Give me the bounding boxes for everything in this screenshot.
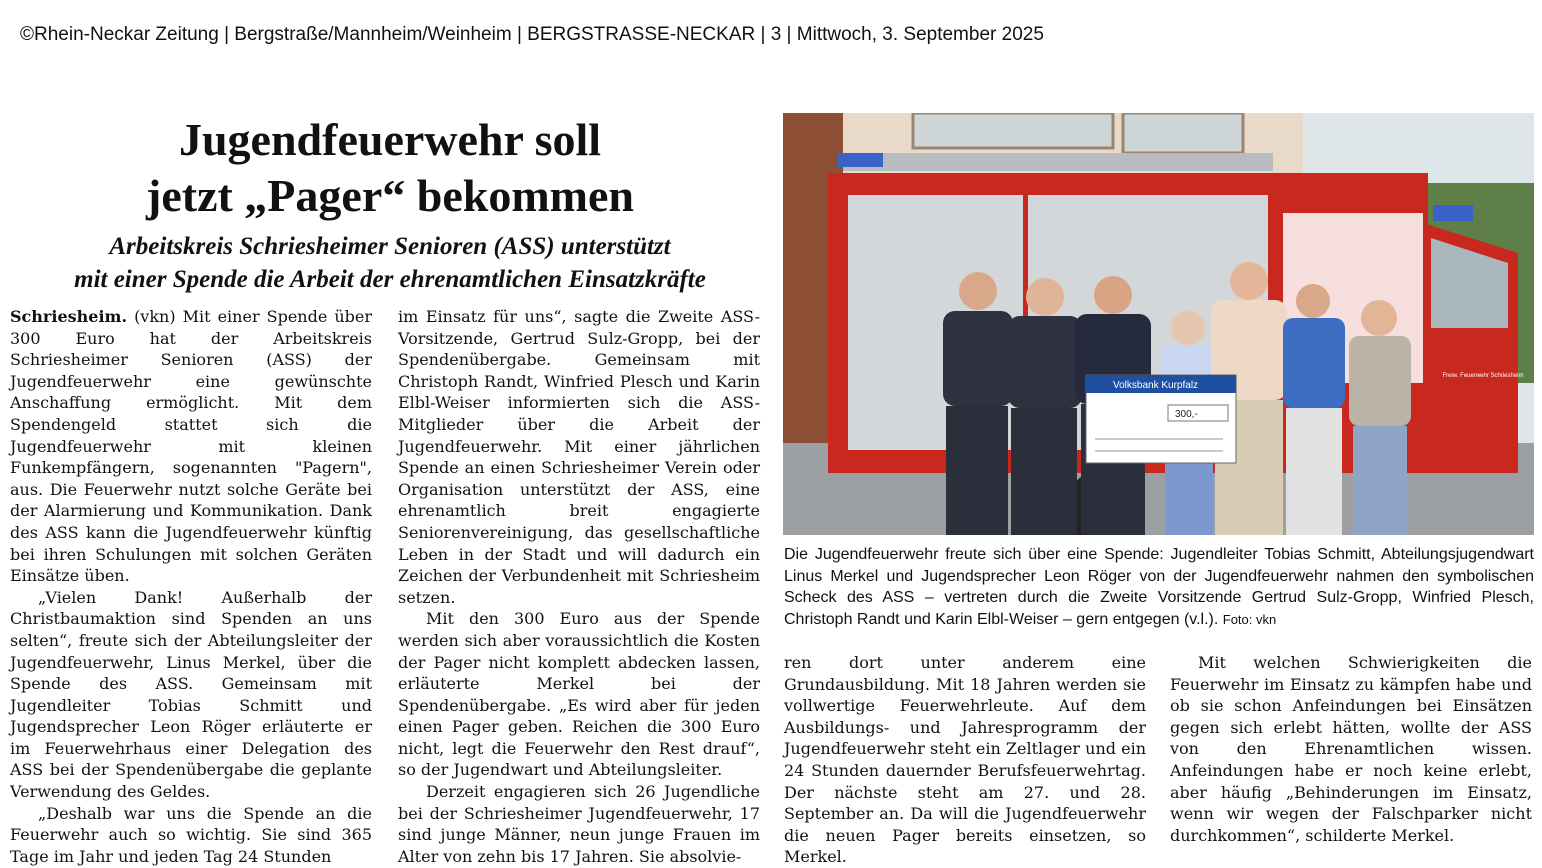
subheadline (20, 230, 760, 296)
paragraph: Mit welchen Schwierigkeiten die Feuerwehr im Einsatz zu kämpfen habe und ob sie schon Anfeindungen bei Einsätzen gegen sich erlebt hätten, wollte der ASS von den Ehrenamtlichen wissen. Anfeindungen habe er noch keine erlebt, aber häufig „Behinderungen im Einsatz, wenn wir wegen der Falschparker nicht durchkommen“, schilderte Merkel. (1170, 653, 1532, 845)
paragraph: im Einsatz für uns“, sagte die Zweite ASS-Vorsitzende, Gertrud Sulz-Gropp, bei der Spendenübergabe. Gemeinsam mit Christoph Randt, Winfried Plesch und Karin Elbl-Weiser informierten sich die ASS-Mitglieder über die Arbeit der Jugendfeuerwehr. Mit einer jährlichen Spende an einen Schriesheimer Verein oder Organisation unterstützt der ASS, eine ehrenamtlich breit engagierte Seniorenvereinigung, das gesellschaftliche Leben in der Stadt und will dadurch ein Zeichen der Verbundenheit mit Schriesheim setzen. (398, 307, 760, 607)
subheadline-line-1: Arbeitskreis Schriesheimer Senioren (ASS) unterstützt (109, 233, 671, 260)
paragraph: Derzeit engagieren sich 26 Jugendliche bei der Schriesheimer Jugendfeuerwehr, 17 sind junge Männer, neun junge Frauen im Alter von zehn bis 17 Jahren. Sie absolvie- (398, 782, 760, 866)
article-column-3 (784, 652, 1146, 868)
source-line: ©Rhein-Neckar Zeitung | Bergstraße/Mannheim/Weinheim | BERGSTRASSE-NECKAR | 3 | Mittwoch, 3. September 2025 (20, 24, 1044, 45)
building-window (913, 113, 1113, 148)
cheque-amount: 300,- (1175, 409, 1198, 420)
caption-text: Die Jugendfeuerwehr freute sich über eine Spende: Jugendleiter Tobias Schmitt, Abteilungsjugendwart Linus Merkel und Jugendsprecher Leon Röger von der Jugendfeuerwehr nahmen den symbolischen Scheck des ASS – vertreten durch die Zweite Vorsitzende Gertrud Sulz-Gropp, Winfried Plesch, Christoph Randt und Karin Elbl-Weiser – gern entgegen (v.l.). (784, 546, 1534, 628)
headline-line-2: jetzt „Pager“ bekommen (146, 170, 634, 221)
paragraph: Mit den 300 Euro aus der Spende werden sich aber voraussichtlich die Kosten der Pager nicht komplett abdecken lassen, erläuterte Merkel bei der Spendenübergabe. „Es wird aber für jeden einen Pager geben. Reichen die 300 Euro nicht, legt die Feuerwehr den Rest drauf“, so der Jugendwart und Abteilungsleiter. (398, 609, 760, 780)
cheque-bank-name: Volksbank Kurpfalz (1113, 380, 1199, 391)
paragraph-text: (vkn) Mit einer Spende über 300 Euro hat der Arbeitskreis Schriesheimer Senioren (ASS) der Jugendfeuerwehr eine gewünschte Anschaffung ermöglicht. Mit dem Spendengeld stattet sich die Jugendfeuerwehr mit kleinen Funkempfängern, sogenannten "Pagern", aus. Die Feuerwehr nutzt solche Geräte bei der Alarmierung und Kommunikation. Dank des ASS kann die Jugendfeuerwehr künftig bei ihren Schulungen mit solchen Geräten Einsätze üben. (10, 307, 373, 586)
person-1 (943, 272, 1013, 535)
dateline: Schriesheim. (10, 307, 128, 326)
article-column-1 (10, 306, 372, 867)
article-column-4 (1170, 652, 1532, 846)
headline (40, 112, 740, 224)
article-photo (783, 113, 1534, 535)
donation-cheque (1086, 375, 1236, 463)
blue-light-icon (1433, 205, 1473, 221)
paragraph: „Deshalb war uns die Spende an die Feuerwehr auch so wichtig. Sie sind 365 Tage im Jahr und jeden Tag 24 Stunden (10, 803, 372, 866)
article-column-2 (398, 306, 760, 867)
subheadline-line-2: mit einer Spende die Arbeit der ehrenamtlichen Einsatzkräfte (74, 266, 706, 293)
building-window (1123, 113, 1243, 153)
truck-label: Freiw. Feuerwehr Schriesheim (1442, 373, 1524, 379)
paragraph: „Vielen Dank! Außerhalb der Christbaumaktion sind Spenden an uns selten“, freute sich der Abteilungsleiter der Jugendfeuerwehr, Linus Merkel, über die Spende des ASS. Gemeinsam mit Jugendleiter Tobias Schmitt und Jugendsprecher Leon Röger erläuterte er im Feuerwehrhaus einer Delegation des ASS bei der Spendenübergabe die geplante Verwendung des Geldes. (10, 587, 372, 802)
photo-caption (784, 544, 1534, 630)
photo-credit: Foto: vkn (1222, 611, 1277, 627)
paragraph (10, 306, 372, 587)
roof-ladder (843, 153, 1273, 171)
headline-line-1: Jugendfeuerwehr soll (178, 114, 602, 165)
photo-illustration (783, 113, 1534, 535)
blue-light-icon (838, 153, 883, 167)
person-6 (1283, 284, 1345, 535)
person-2 (1008, 278, 1082, 535)
paragraph: ren dort unter anderem eine Grundausbildung. Mit 18 Jahren werden sie vollwertige Feuerwehrleute. Auf dem Ausbildungs- und Jahresprogramm der Jugendfeuerwehr steht ein Zeltlager und ein 24 Stunden dauernder Berufsfeuerwehrtag. Der nächste steht am 27. und 28. September an. Da will die Jugendfeuerwehr die neuen Pager bereits einsetzen, so Merkel. (784, 653, 1146, 867)
